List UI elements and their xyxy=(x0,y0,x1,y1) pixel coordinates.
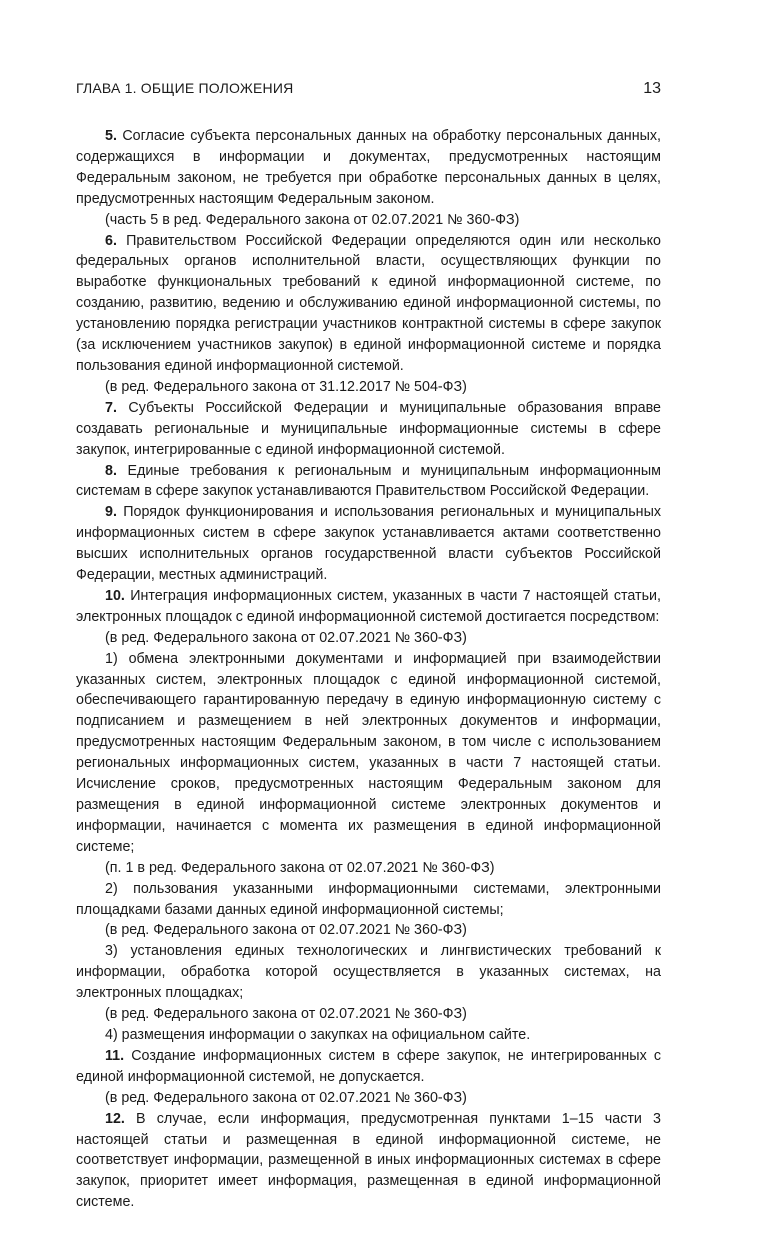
list-item-4 xyxy=(76,1025,661,1046)
paragraph-number: 9. xyxy=(105,504,117,521)
paragraph-number: 6. xyxy=(105,232,117,249)
list-item-text: 4) размещения информации о закупках на официальном сайте. xyxy=(105,1026,531,1043)
amendment-note xyxy=(76,628,661,649)
paragraph-number: 8. xyxy=(105,462,117,479)
list-item-text: 3) установления единых технологических и лингвистических требований к информации, обработка которой осуществляется в указанных системах, на электронных площадках; xyxy=(76,943,661,1002)
note-text: (в ред. Федерального закона от 02.07.2021 № 360-ФЗ) xyxy=(105,1006,467,1023)
list-item-text: 1) обмена электронными документами и информацией при взаимодействии указанных систем, электронных площадок с единой информационной системой, обеспечивающего гарантированную передачу в единую информационную систему с подписанием и размещением в ней электронных документов и информации, предусмотренных настоящим Федеральным законом, в том числе с использованием региональных информационных систем, указанных в части 7 настоящей статьи. Исчисление сроков, предусмотренных настоящим Федеральным законом для размещения в единой информационной системе электронных документов и информации, начинается с момента их размещения в единой информационной системе; xyxy=(76,650,661,855)
paragraph-number: 10. xyxy=(105,587,125,604)
chapter-title: ГЛАВА 1. ОБЩИЕ ПОЛОЖЕНИЯ xyxy=(76,80,294,96)
paragraph-number: 7. xyxy=(105,399,117,416)
amendment-note xyxy=(76,377,661,398)
paragraph-8 xyxy=(76,461,661,503)
amendment-note xyxy=(76,1004,661,1025)
note-text: (в ред. Федерального закона от 31.12.2017 № 504-ФЗ) xyxy=(105,378,467,395)
paragraph-text: Согласие субъекта персональных данных на обработку персональных данных, содержащихся в информации и документах, предусмотренных настоящим Федеральным законом, не требуется при обработке персональных данных в целях, предусмотренных настоящим Федеральным законом. xyxy=(76,128,661,207)
paragraph-9 xyxy=(76,502,661,586)
paragraph-text: В случае, если информация, предусмотренная пунктами 1–15 части 3 настоящей статьи и размещенная в единой информационной системе, не соответствует информации, размещенной в иных информационных системах в сфере закупок, приоритет имеет информация, размещенная в единой информационной системе. xyxy=(76,1110,661,1211)
paragraph-10 xyxy=(76,586,661,628)
paragraph-number: 11. xyxy=(105,1047,125,1064)
amendment-note xyxy=(76,1088,661,1109)
article-body xyxy=(76,126,661,1213)
paragraph-6 xyxy=(76,231,661,377)
amendment-note xyxy=(76,920,661,941)
paragraph-12 xyxy=(76,1109,661,1214)
paragraph-text: Субъекты Российской Федерации и муниципальные образования вправе создавать региональные и муниципальные информационные системы в сфере закупок, интегрированные с единой информационной системой. xyxy=(76,399,661,458)
note-text: (п. 1 в ред. Федерального закона от 02.07.2021 № 360-ФЗ) xyxy=(105,859,495,876)
list-item-3 xyxy=(76,941,661,1004)
paragraph-7 xyxy=(76,398,661,461)
paragraph-5 xyxy=(76,126,661,210)
amendment-note xyxy=(76,210,661,231)
amendment-note xyxy=(76,858,661,879)
note-text: (в ред. Федерального закона от 02.07.2021 № 360-ФЗ) xyxy=(105,922,467,939)
paragraph-11 xyxy=(76,1046,661,1088)
page-number: 13 xyxy=(643,80,661,97)
note-text: (в ред. Федерального закона от 02.07.2021 № 360-ФЗ) xyxy=(105,1089,467,1106)
list-item-2 xyxy=(76,879,661,921)
paragraph-text: Интеграция информационных систем, указанных в части 7 настоящей статьи, электронных площадок с единой информационной системой достигается посредством: xyxy=(76,587,661,625)
note-text: (часть 5 в ред. Федерального закона от 02.07.2021 № 360-ФЗ) xyxy=(105,211,520,228)
paragraph-text: Порядок функционирования и использования региональных и муниципальных информационных систем в сфере закупок устанавливается актами соответственно высших исполнительных органов государственной власти субъектов Российской Федерации, местных администраций. xyxy=(76,504,661,584)
list-item-text: 2) пользования указанными информационными системами, электронными площадками базами данных единой информационной системы; xyxy=(76,880,661,918)
paragraph-number: 12. xyxy=(105,1110,125,1127)
paragraph-text: Правительством Российской Федерации определяются один или несколько федеральных органов исполнительной власти, осуществляющих функции по выработке функциональных требований к единой информационной системе, по созданию, развитию, ведению и обслуживанию единой информационной системы, по установлению порядка регистрации участников контрактной системы в сфере закупок (за исключением участников закупок) в единой информационной системе и порядка пользования единой информационной системой. xyxy=(76,232,661,374)
note-text: (в ред. Федерального закона от 02.07.2021 № 360-ФЗ) xyxy=(105,629,467,646)
list-item-1 xyxy=(76,649,661,858)
paragraph-number: 5. xyxy=(105,128,117,144)
paragraph-text: Единые требования к региональным и муниципальным информационным системам в сфере закупок устанавливаются Правительством Российской Федерации. xyxy=(76,462,661,500)
paragraph-text: Создание информационных систем в сфере закупок, не интегрированных с единой информационной системой, не допускается. xyxy=(76,1047,661,1085)
page-header xyxy=(76,80,661,98)
